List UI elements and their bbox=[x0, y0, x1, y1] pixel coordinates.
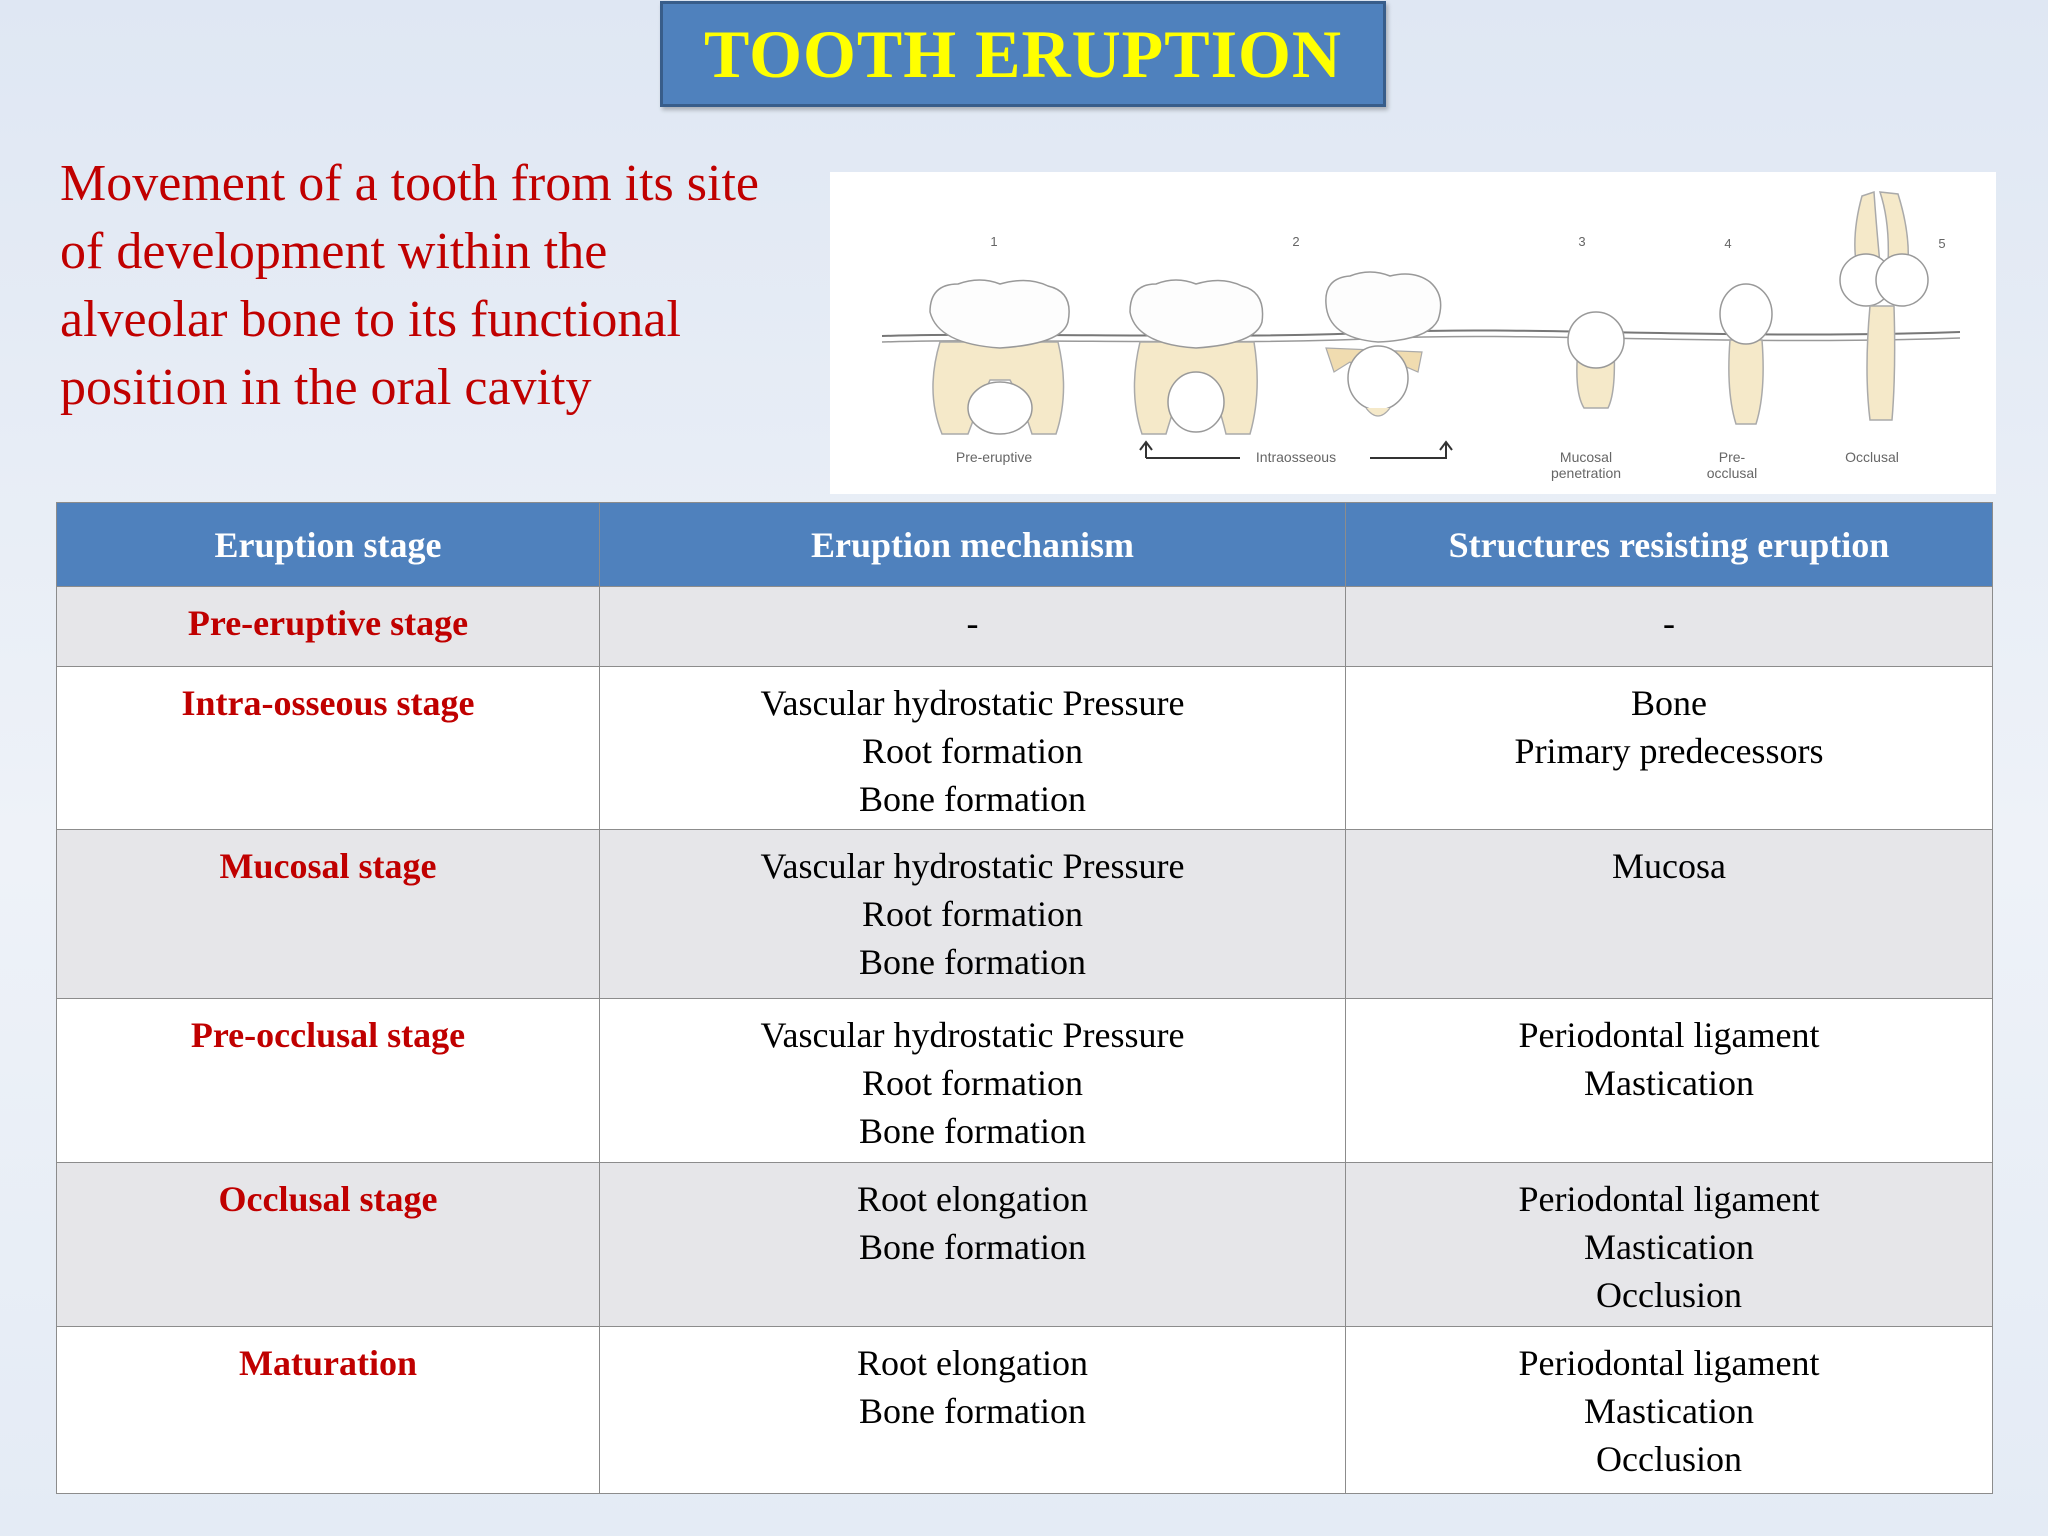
table-row bbox=[57, 999, 1993, 1163]
mechanism-line: Root formation bbox=[862, 894, 1083, 934]
header-structures-resisting: Structures resisting eruption bbox=[1346, 503, 1993, 587]
resisting-line: Primary predecessors bbox=[1514, 731, 1824, 771]
resisting-line: Mastication bbox=[1584, 1227, 1754, 1267]
stage-number-2: 2 bbox=[1292, 234, 1300, 249]
table-row bbox=[57, 667, 1993, 830]
stage-cell: Intra-osseous stage bbox=[57, 667, 600, 830]
tooth-eruption-figure bbox=[830, 172, 1996, 494]
tooth-mucosal bbox=[1568, 312, 1624, 408]
stage-cell: Maturation bbox=[57, 1327, 600, 1494]
table-header-row bbox=[57, 503, 1993, 587]
mechanism-line: Bone formation bbox=[859, 942, 1086, 982]
mechanism-line: Root formation bbox=[862, 731, 1083, 771]
mechanism-line: Bone formation bbox=[859, 1391, 1086, 1431]
mechanism-line: Root elongation bbox=[857, 1179, 1088, 1219]
resisting-line: Periodontal ligament bbox=[1518, 1179, 1820, 1219]
mechanism-line: Vascular hydrostatic Pressure bbox=[760, 683, 1185, 723]
resisting-cell bbox=[1346, 1163, 1993, 1327]
mechanism-line: Root formation bbox=[862, 1063, 1083, 1103]
resisting-line: - bbox=[1663, 603, 1675, 643]
mechanism-cell bbox=[600, 587, 1346, 667]
tooth-occlusal bbox=[1840, 192, 1928, 420]
resisting-line: Occlusion bbox=[1596, 1275, 1742, 1315]
stage-number-3: 3 bbox=[1578, 234, 1586, 249]
stage-cell: Pre-eruptive stage bbox=[57, 587, 600, 667]
stage-cell: Occlusal stage bbox=[57, 1163, 600, 1327]
mechanism-cell bbox=[600, 667, 1346, 830]
intraosseous-arrow-left bbox=[1140, 442, 1240, 458]
resisting-line: Occlusion bbox=[1596, 1439, 1742, 1479]
mechanism-line: Vascular hydrostatic Pressure bbox=[760, 1015, 1185, 1055]
mechanism-cell bbox=[600, 999, 1346, 1163]
mechanism-line: Bone formation bbox=[859, 1227, 1086, 1267]
table-row bbox=[57, 587, 1993, 667]
mechanism-line: Bone formation bbox=[859, 779, 1086, 819]
mechanism-line: - bbox=[966, 603, 979, 643]
resisting-line: Mucosa bbox=[1612, 846, 1726, 886]
resisting-line: Bone bbox=[1631, 683, 1707, 723]
stage-cell: Pre-occlusal stage bbox=[57, 999, 600, 1163]
eruption-stages-illustration bbox=[830, 172, 1996, 494]
label-mucosal-1: Mucosal bbox=[1559, 449, 1613, 465]
resisting-line: Periodontal ligament bbox=[1518, 1343, 1820, 1383]
resisting-cell bbox=[1346, 587, 1993, 667]
tooth-intraosseous-a bbox=[1130, 280, 1263, 434]
resisting-line: Mastication bbox=[1584, 1063, 1754, 1103]
label-preocclusal-1: Pre- bbox=[1718, 449, 1746, 465]
mechanism-cell bbox=[600, 830, 1346, 999]
eruption-table bbox=[56, 502, 1993, 1494]
resisting-cell bbox=[1346, 1327, 1993, 1494]
stage-cell: Mucosal stage bbox=[57, 830, 600, 999]
table-row bbox=[57, 1163, 1993, 1327]
resisting-cell bbox=[1346, 999, 1993, 1163]
resisting-cell bbox=[1346, 667, 1993, 830]
header-eruption-mechanism: Eruption mechanism bbox=[600, 503, 1346, 587]
table-row bbox=[57, 1327, 1993, 1494]
label-mucosal-2: penetration bbox=[1550, 465, 1622, 481]
title-banner bbox=[660, 1, 1386, 107]
intraosseous-arrow-right bbox=[1370, 442, 1452, 458]
mechanism-line: Root elongation bbox=[857, 1343, 1088, 1383]
tooth-pre-eruptive bbox=[930, 280, 1069, 434]
mechanism-cell bbox=[600, 1327, 1346, 1494]
resisting-cell bbox=[1346, 830, 1993, 999]
stage-number-1: 1 bbox=[990, 234, 998, 249]
tooth-intraosseous-b bbox=[1326, 272, 1441, 416]
mechanism-line: Bone formation bbox=[859, 1111, 1086, 1151]
header-eruption-stage: Eruption stage bbox=[57, 503, 600, 587]
mechanism-cell bbox=[600, 1163, 1346, 1327]
resisting-line: Periodontal ligament bbox=[1518, 1015, 1820, 1055]
label-pre-eruptive: Pre-eruptive bbox=[955, 449, 1033, 465]
label-preocclusal-2: occlusal bbox=[1706, 465, 1758, 481]
definition-text: Movement of a tooth from its site of development within the alveolar bone to its functional position in the oral cavity bbox=[60, 155, 760, 416]
tooth-pre-occlusal bbox=[1720, 284, 1772, 424]
stage-number-5: 5 bbox=[1938, 236, 1946, 251]
label-intraosseous: Intraosseous bbox=[1255, 449, 1337, 465]
page-title: TOOTH ERUPTION bbox=[703, 15, 1343, 92]
table-row bbox=[57, 830, 1993, 999]
resisting-line: Mastication bbox=[1584, 1391, 1754, 1431]
mechanism-line: Vascular hydrostatic Pressure bbox=[760, 846, 1185, 886]
label-occlusal: Occlusal bbox=[1845, 449, 1899, 465]
stage-number-4: 4 bbox=[1724, 236, 1732, 251]
